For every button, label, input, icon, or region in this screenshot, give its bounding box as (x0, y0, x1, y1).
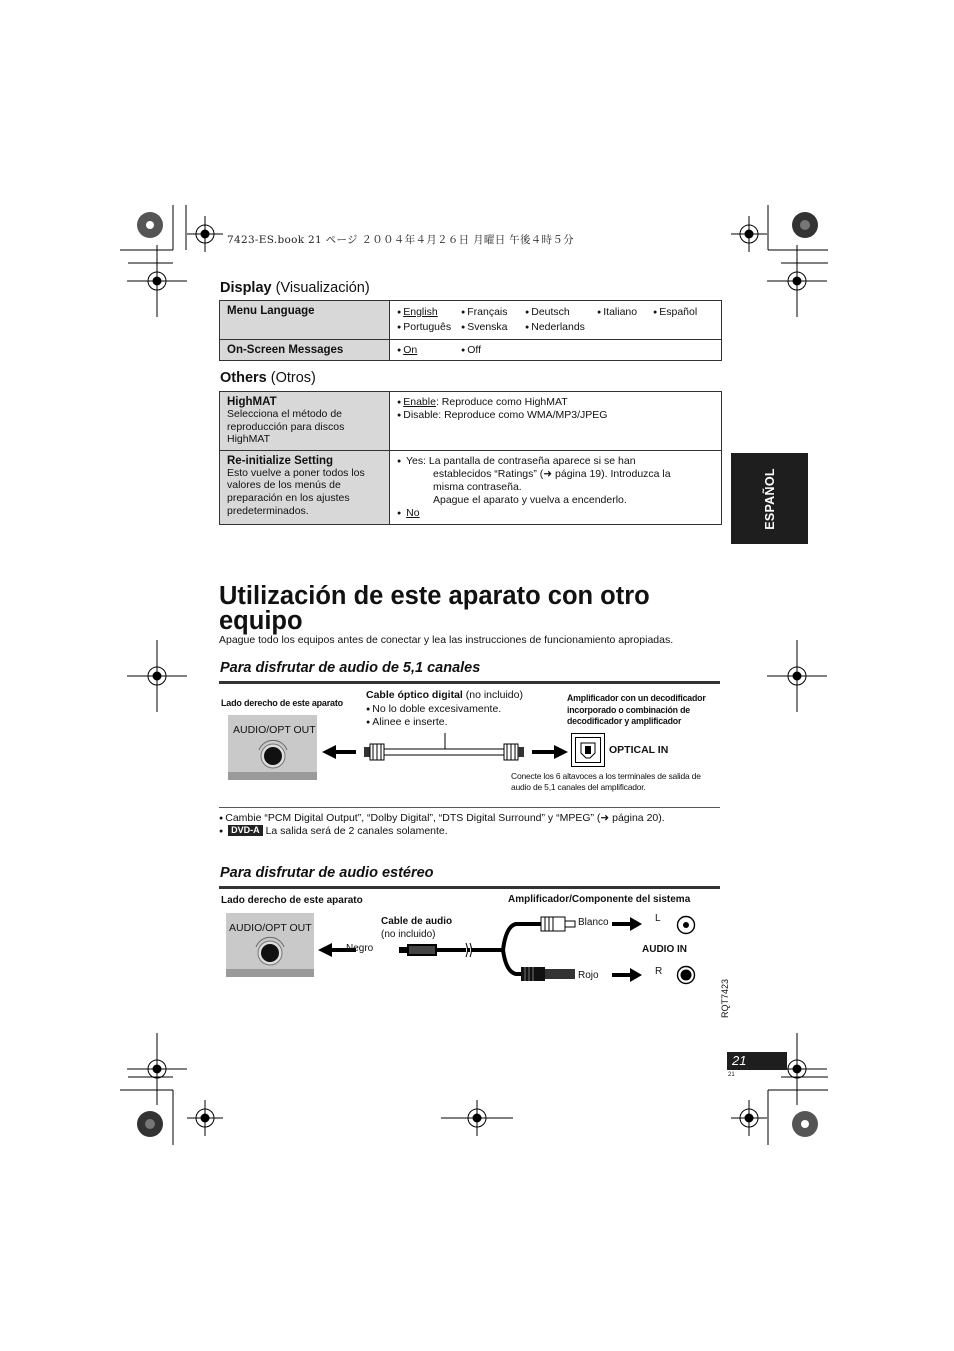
stereo-jack-label: AUDIO/OPT OUT (229, 922, 312, 934)
optical-jack-icon (256, 737, 290, 771)
yes-line4: Apague el aparato y vuelva a encenderlo. (433, 493, 627, 506)
option-english[interactable]: English (403, 306, 438, 318)
option-nederlands[interactable]: Nederlands (531, 321, 585, 333)
display-title-bold: Display (220, 280, 272, 296)
on-screen-messages-label: On-Screen Messages (227, 344, 344, 356)
option-disable[interactable]: Disable: Reproduce como WMA/MP3/JPEG (403, 409, 608, 421)
option-on[interactable]: On (403, 344, 418, 356)
option-off[interactable]: Off (467, 344, 482, 356)
amp-label-line1: Amplificador con un decodificador (567, 693, 706, 703)
option-deutsch[interactable]: Deutsch (531, 306, 570, 318)
option-italiano[interactable]: Italiano (603, 306, 638, 318)
black-wire-label: Negro (346, 943, 374, 954)
cable-title-rest: (no incluido) (462, 689, 523, 701)
page-title-line1: Utilización de este aparato con otro (219, 582, 650, 610)
optical-in-port-icon (571, 733, 605, 767)
on-screen-messages-label-cell (220, 340, 390, 361)
amp-label-line3: decodificador y amplificador (567, 716, 682, 726)
highmat-options (390, 392, 722, 451)
others-title-bold: Others (220, 370, 267, 386)
stereo-heading: Para disfrutar de audio estéreo (220, 865, 434, 881)
others-table (219, 391, 722, 525)
surround-bullet-2: La salida será de 2 canales solamente. (265, 825, 448, 837)
amp-label-line2: incorporado o combinación de (567, 704, 690, 715)
surround-rule (219, 681, 720, 684)
option-portugues[interactable]: Português (403, 321, 452, 333)
stereo-left-label: Lado derecho de este aparato (221, 895, 363, 906)
menu-language-label: Menu Language (227, 305, 315, 317)
yes-line3: misma contraseña. (433, 480, 522, 493)
audio-cable-sub: (no incluido) (381, 929, 436, 940)
option-enable[interactable]: Enable (403, 396, 436, 408)
surround-jack-panel (228, 715, 317, 780)
surround-left-label: Lado derecho de este aparato (221, 698, 343, 708)
cable-note-2: Alinee e inserte. (372, 716, 448, 728)
option-no[interactable]: No (406, 506, 420, 519)
intro-text: Apague todo los equipos antes de conectar y lea las instrucciones de funcionamiento apropiadas. (219, 634, 674, 646)
menu-language-options (390, 301, 722, 340)
surround-jack-label: AUDIO/OPT OUT (233, 724, 316, 736)
book-info: 7423-ES.book 21 ページ ２００４年４月２６日 月曜日 午後４時５分 (227, 234, 574, 246)
option-enable-desc: : Reproduce como HighMAT (435, 396, 568, 408)
speaker-note (511, 771, 701, 793)
audio-in-l-jack-icon (676, 915, 696, 935)
dvd-a-badge: DVD-A (228, 825, 263, 836)
page-title (219, 584, 650, 634)
reinit-label: Re-initialize Setting (227, 454, 334, 467)
reinit-description: Esto vuelve a poner todos los valores de los menús de preparación en los ajustes predeterminados. (227, 466, 365, 517)
stereo-jack-panel (226, 913, 314, 977)
audio-in-r-jack-icon (676, 965, 696, 985)
surround-heading: Para disfrutar de audio de 5,1 canales (220, 660, 481, 676)
cable-title (366, 689, 523, 701)
surround-divider (219, 807, 720, 808)
red-wire-label: Rojo (578, 970, 599, 981)
highmat-label: HighMAT (227, 396, 277, 408)
option-francais-text[interactable]: Français (467, 306, 508, 318)
language-side-tab-label: ESPAÑOL (762, 467, 777, 530)
display-section-title (220, 280, 370, 296)
language-side-tab (731, 453, 808, 544)
page-number-box (727, 1052, 787, 1070)
model-code: RQT7423 (720, 978, 730, 1018)
surround-bullet-1: Cambie “PCM Digital Output”, “Dolby Digital”, “DTS Digital Surround” y “MPEG” (➜ página 20). (225, 812, 665, 824)
stereo-rule (219, 886, 720, 889)
option-svenska[interactable]: Svenska (467, 321, 508, 333)
speaker-note-line2: audio de 5,1 canales del amplificador. (511, 782, 646, 792)
cable-notes (366, 703, 501, 729)
left-channel-label: L (655, 913, 661, 924)
highmat-description: Selecciona el método de reproducción para discos HighMAT (227, 408, 345, 446)
page-number-small: 21 (728, 1072, 735, 1078)
page-number: 21 (732, 1053, 747, 1068)
others-title-rest: (Otros) (266, 370, 316, 386)
reinit-options (390, 450, 722, 524)
audio-in-label: AUDIO IN (642, 944, 687, 955)
cable-title-bold: Cable óptico digital (366, 689, 463, 701)
surround-bullets (219, 812, 665, 838)
menu-language-label-cell (220, 301, 390, 340)
white-wire-label: Blanco (578, 917, 609, 928)
cable-note-1: No lo doble excesivamente. (372, 703, 502, 715)
right-channel-label: R (655, 966, 663, 977)
stereo-amp-label: Amplificador/Componente del sistema (508, 894, 691, 905)
surround-cable-diagram (320, 725, 570, 775)
amp-label (567, 693, 706, 728)
display-title-rest: (Visualización) (271, 280, 370, 296)
option-francais (461, 305, 525, 320)
stereo-out-jack-icon (253, 934, 287, 968)
display-table (219, 300, 722, 361)
reinit-label-cell (220, 450, 390, 524)
on-screen-messages-options (390, 340, 722, 361)
highmat-label-cell (220, 392, 390, 451)
option-yes[interactable]: Yes: La pantalla de contraseña aparece si se han (405, 454, 636, 467)
yes-line2: establecidos “Ratings” (➜ página 19). Introduzca la (433, 467, 671, 480)
optical-in-label: OPTICAL IN (609, 744, 669, 756)
audio-cable-title: Cable de audio (381, 916, 453, 927)
others-section-title (220, 370, 316, 386)
speaker-note-line1: Conecte los 6 altavoces a los terminales de salida de (511, 771, 701, 781)
page-title-line2: equipo (219, 607, 303, 635)
option-espanol[interactable]: Español (659, 306, 698, 318)
